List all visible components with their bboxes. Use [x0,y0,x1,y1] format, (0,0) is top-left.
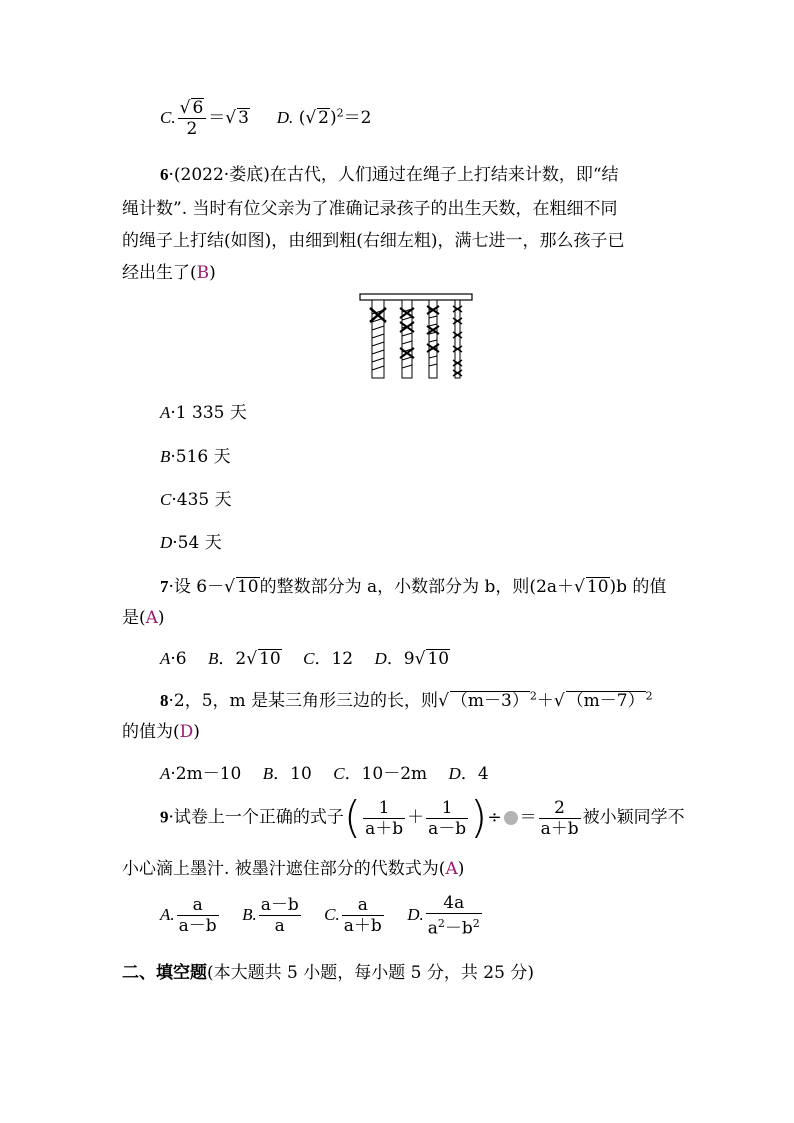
section-description: (本大题共 5 小题，每小题 5 分，共 25 分) [207,963,534,983]
q8-option-d[interactable]: D．4 [448,764,489,784]
q6-line3: 的绳子上打结(如图)，由细到粗(右细左粗)，满七进一，那么孩子已 [122,231,625,251]
option-d-label: D. [276,108,294,127]
q8-option-b[interactable]: B．10 [262,764,312,784]
q6-option-b[interactable]: B·516 天 [160,447,231,467]
q8-options [160,759,505,784]
q6-line2: 绳计数”. 当时有位父亲为了准确记录孩子的出生天数，在粗细不同 [122,199,618,219]
q7-option-b[interactable]: B．2√ 10 [208,649,281,669]
rope-3 [427,300,439,378]
option-c-label: C. [160,108,176,127]
q8-line1: 8·2，5，m 是某三角形三边的长，则√ $(m-3)^2+√$ $(m-7)^2$ [160,689,653,711]
q5-options-line: C. $\frac{√ 6}{2}$ ＝√ 3 D. (√ 2)$^2$＝2 [160,98,372,139]
q8-line2: 的值为(D) [122,722,200,742]
rope-1 [370,300,386,378]
option-d-expr: (√ 2)$^2$＝2 [298,106,372,128]
q9-answer: A [445,859,458,879]
section-2-heading [122,958,534,983]
q9-option-d[interactable]: D. $\frac{4a}{a^2-b^2}$ [407,893,480,939]
q9-option-a[interactable]: A. $\frac{a}{a-b}$ [160,895,217,937]
q9-line1: 9·试卷上一个正确的式子( $\frac{1}{a+b}$ ＋ $\frac{1}{a-b}$ )÷ ＝ $\frac{2}{a+b}$ 被小颖同学不 [160,792,685,843]
q7-line1: 7·设 6－√ 10的整数部分为 a，小数部分为 b，则(2a＋√ 10)b 的值 [160,577,667,597]
q6-option-a[interactable]: A·1 335 天 [160,403,247,423]
q6-line1: 6·(2022·娄底)在古代，人们通过在绳子上打结来计数，即“结 [160,165,619,185]
q9-options [160,893,500,939]
q7-answer: A [145,608,158,628]
q6-option-c[interactable]: C·435 天 [160,490,232,510]
q8-answer: D [179,722,194,742]
knotted-ropes-figure [358,292,476,382]
q8-option-a[interactable]: A·2m－10 [160,764,242,784]
q9-option-c[interactable]: C. $\frac{a}{a+b}$ [324,895,382,937]
q9-number: 9 [160,807,169,827]
q8-option-c[interactable]: C．10－2m [333,764,428,784]
ink-blot-icon [504,811,518,825]
q6-number: 6 [160,165,169,184]
q6-answer: B [196,263,210,283]
rope-4 [453,300,462,378]
option-c-fraction: $\frac{√ 6}{2}$ [178,98,207,139]
q7-options [160,644,466,669]
q7-option-a[interactable]: A·6 [160,649,187,669]
q6-line4: 经出生了(B) [122,263,216,283]
option-c-rhs: 3 [238,108,249,128]
q9-line2: 小心滴上墨汁. 被墨汁遮住部分的代数式为(A) [122,859,465,879]
q7-line2: 是(A) [122,608,165,628]
q7-option-c[interactable]: C．12 [303,649,354,669]
q9-option-b[interactable]: B. $\frac{a-b}{a}$ [242,895,299,937]
q7-option-d[interactable]: D．9√ 10 [374,649,450,669]
q7-number: 7 [160,577,169,596]
q6-option-d[interactable]: D·54 天 [160,533,222,553]
section-title: 二、填空题 [122,963,207,983]
rope-2 [400,300,414,378]
q8-number: 8 [160,691,169,710]
